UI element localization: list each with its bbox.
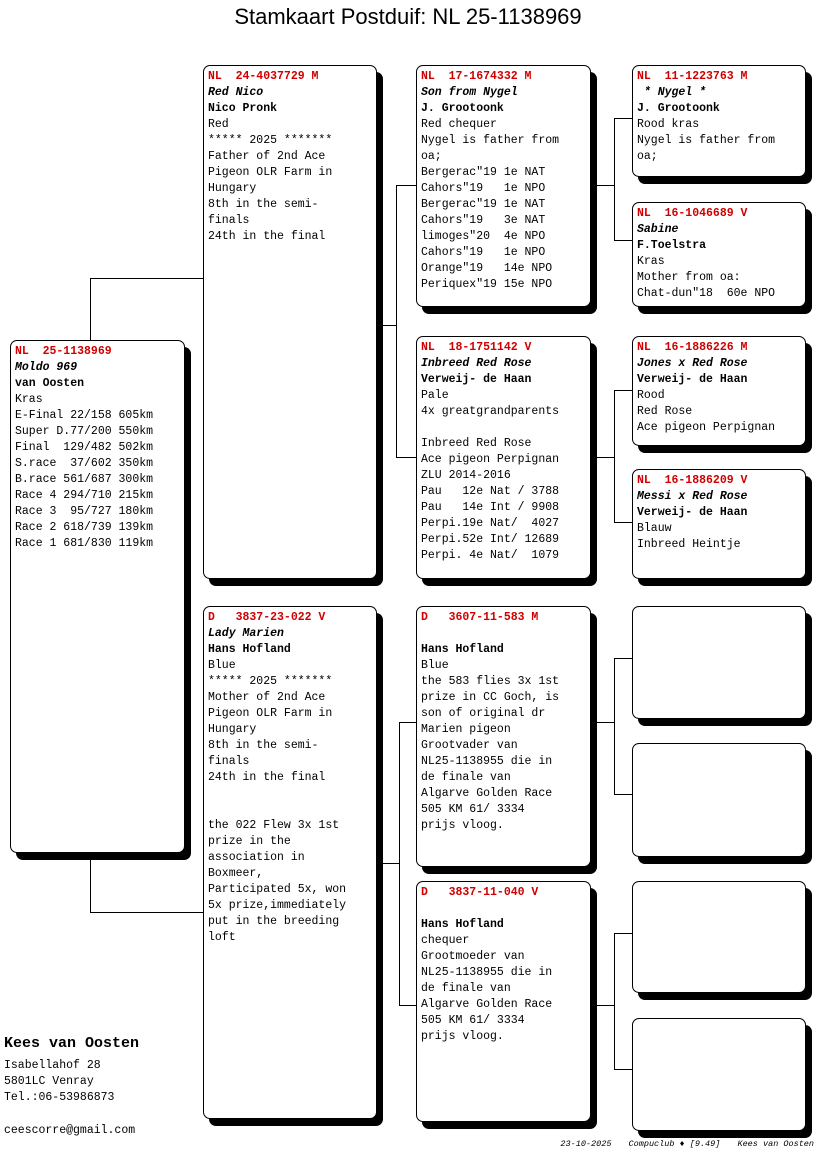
- note-line: Algarve Golden Race: [421, 787, 553, 800]
- note-line: Bergerac"19 1e NAT: [421, 198, 546, 211]
- note-line: Orange"19 14e NPO: [421, 262, 553, 275]
- connector-line: [614, 794, 632, 795]
- ring-number: NL 18-1751142 V: [421, 341, 532, 354]
- note-line: association in: [208, 851, 305, 864]
- connector-line: [590, 722, 614, 723]
- note-line: 24th in the final: [208, 230, 326, 243]
- ring-number: NL 11-1223763 M: [637, 70, 748, 83]
- note-line: ZLU 2014-2016: [421, 469, 511, 482]
- note-line: 505 KM 61/ 3334: [421, 1014, 525, 1027]
- note-line: Pigeon OLR Farm in: [208, 166, 333, 179]
- note-line: loft: [208, 931, 236, 944]
- ring-number: D 3837-11-040 V: [421, 886, 539, 899]
- note-line: Nygel is father from: [421, 134, 560, 147]
- pigeon-owner: van Oosten: [15, 377, 85, 390]
- connector-line: [614, 240, 632, 241]
- note-line: Chat-dun"18 60e NPO: [637, 287, 776, 300]
- note-line: Marien pigeon: [421, 723, 511, 736]
- note-line: Red chequer: [421, 118, 497, 131]
- note-line: prijs vloog.: [421, 1030, 504, 1043]
- note-line: Red: [208, 118, 229, 131]
- note-line: Mother of 2nd Ace: [208, 691, 326, 704]
- connector-line: [396, 185, 397, 458]
- connector-line: [590, 457, 614, 458]
- pigeon-owner: Hans Hofland: [421, 643, 504, 656]
- ring-number: D 3607-11-583 M: [421, 611, 539, 624]
- note-line: Father of 2nd Ace: [208, 150, 326, 163]
- pigeon-owner: Verweij- de Haan: [637, 373, 748, 386]
- note-line: Ace pigeon Perpignan: [637, 421, 776, 434]
- footer-date: 23-10-2025: [560, 1139, 612, 1149]
- note-line: Hungary: [208, 182, 257, 195]
- connector-line: [614, 933, 632, 934]
- note-line: Blue: [208, 659, 236, 672]
- note-line: Periquex"19 15e NPO: [421, 278, 553, 291]
- note-line: Race 1 681/830 119km: [15, 537, 154, 550]
- note-line: Mother from oa:: [637, 271, 741, 284]
- connector-line: [614, 933, 615, 1070]
- note-line: [421, 420, 586, 436]
- breeder-phone: Tel.:06-53986873: [4, 1091, 115, 1104]
- pigeon-name: Son from Nygel: [421, 86, 518, 99]
- connector-line: [90, 278, 91, 340]
- pigeon-owner: J. Grootoonk: [421, 102, 504, 115]
- note-line: chequer: [421, 934, 470, 947]
- pigeon-name: Lady Marien: [208, 627, 284, 640]
- note-line: [208, 802, 372, 818]
- connector-line: [614, 522, 632, 523]
- note-line: Kras: [15, 393, 43, 406]
- connector-line: [590, 1005, 614, 1006]
- note-line: Inbreed Heintje: [637, 538, 741, 551]
- breeder-info: [4, 1034, 139, 1106]
- note-line: Cahors"19 1e NPO: [421, 182, 546, 195]
- pigeon-card-sd[interactable]: [416, 336, 591, 579]
- pigeon-card-dam[interactable]: [203, 606, 377, 1119]
- footer-software: Compuclub ♦ [9.49]: [628, 1139, 721, 1149]
- connector-line: [614, 390, 615, 523]
- note-line: Hungary: [208, 723, 257, 736]
- note-line: Kras: [637, 255, 665, 268]
- ring-number: NL 25-1138969: [15, 345, 112, 358]
- note-line: E-Final 22/158 605km: [15, 409, 154, 422]
- note-line: 8th in the semi-: [208, 198, 319, 211]
- note-line: Race 3 95/727 180km: [15, 505, 154, 518]
- connector-line: [396, 185, 416, 186]
- connector-line: [90, 852, 91, 913]
- connector-line: [590, 185, 614, 186]
- note-line: NL25-1138955 die in: [421, 966, 553, 979]
- note-line: Perpi.52e Int/ 12689: [421, 533, 560, 546]
- pigeon-owner: J. Grootoonk: [637, 102, 720, 115]
- note-line: Cahors"19 3e NAT: [421, 214, 546, 227]
- pigeon-name: Red Nico: [208, 86, 264, 99]
- note-line: 4x greatgrandparents: [421, 405, 560, 418]
- connector-line: [614, 390, 632, 391]
- pigeon-owner: Verweij- de Haan: [421, 373, 532, 386]
- note-line: Pau 12e Nat / 3788: [421, 485, 560, 498]
- note-line: Super D.77/200 550km: [15, 425, 154, 438]
- note-line: [208, 786, 372, 802]
- note-line: B.race 561/687 300km: [15, 473, 154, 486]
- connector-line: [614, 1069, 632, 1070]
- ring-number: NL 17-1674332 M: [421, 70, 532, 83]
- breeder-email: ceescorre@gmail.com: [4, 1124, 136, 1137]
- pigeon-card-ddd[interactable]: [632, 1018, 806, 1131]
- ring-number: NL 16-1886226 M: [637, 341, 748, 354]
- pigeon-card-dds[interactable]: [632, 881, 806, 993]
- pigeon-owner: Hans Hofland: [208, 643, 291, 656]
- pigeon-card-sss[interactable]: [632, 65, 806, 177]
- note-line: 8th in the semi-: [208, 739, 319, 752]
- note-line: Algarve Golden Race: [421, 998, 553, 1011]
- pigeon-owner: Nico Pronk: [208, 102, 278, 115]
- pigeon-name: Moldo 969: [15, 361, 78, 374]
- pigeon-owner: Hans Hofland: [421, 918, 504, 931]
- note-line: Rood: [637, 389, 665, 402]
- note-line: Nygel is father from: [637, 134, 776, 147]
- note-line: oa;: [421, 150, 442, 163]
- pigeon-card-sds[interactable]: [632, 336, 806, 446]
- connector-line: [90, 278, 203, 279]
- pigeon-name: Inbreed Red Rose: [421, 357, 532, 370]
- pigeon-card-dss[interactable]: [632, 606, 806, 719]
- note-line: 505 KM 61/ 3334: [421, 803, 525, 816]
- note-line: oa;: [637, 150, 658, 163]
- note-line: de finale van: [421, 771, 511, 784]
- note-line: Participated 5x, won: [208, 883, 347, 896]
- connector-line: [399, 1005, 416, 1006]
- connector-line: [399, 722, 400, 1006]
- footer-owner: Kees van Oosten: [737, 1139, 814, 1149]
- note-line: Blue: [421, 659, 449, 672]
- pigeon-name: Jones x Red Rose: [637, 357, 748, 370]
- note-line: Rood kras: [637, 118, 700, 131]
- note-line: put in the breeding: [208, 915, 340, 928]
- connector-line: [90, 912, 203, 913]
- pigeon-card-dd[interactable]: [416, 881, 591, 1122]
- note-line: Final 129/482 502km: [15, 441, 154, 454]
- note-line: Grootmoeder van: [421, 950, 525, 963]
- pigeon-card-ds[interactable]: [416, 606, 591, 867]
- pigeon-card-sire[interactable]: [203, 65, 377, 579]
- note-line: finals: [208, 214, 250, 227]
- ring-number: NL 16-1886209 V: [637, 474, 748, 487]
- note-line: prijs vloog.: [421, 819, 504, 832]
- pigeon-name: Messi x Red Rose: [637, 490, 748, 503]
- connector-line: [614, 118, 615, 241]
- note-line: Inbreed Red Rose: [421, 437, 532, 450]
- ring-number: D 3837-23-022 V: [208, 611, 326, 624]
- note-line: Bergerac"19 1e NAT: [421, 166, 546, 179]
- note-line: Boxmeer,: [208, 867, 264, 880]
- connector-line: [399, 722, 416, 723]
- note-line: Race 2 618/739 139km: [15, 521, 154, 534]
- pigeon-name: Sabine: [637, 223, 679, 236]
- pigeon-owner: F.Toelstra: [637, 239, 707, 252]
- connector-line: [396, 457, 416, 458]
- pigeon-card-sdd[interactable]: [632, 469, 806, 579]
- note-line: prize in the: [208, 835, 291, 848]
- note-line: Pigeon OLR Farm in: [208, 707, 333, 720]
- note-line: Cahors"19 1e NPO: [421, 246, 546, 259]
- note-line: S.race 37/602 350km: [15, 457, 154, 470]
- note-line: Perpi. 4e Nat/ 1079: [421, 549, 560, 562]
- pigeon-card-ss[interactable]: [416, 65, 591, 307]
- note-line: Pale: [421, 389, 449, 402]
- ring-number: NL 24-4037729 M: [208, 70, 319, 83]
- pigeon-name: [421, 626, 586, 642]
- note-line: NL25-1138955 die in: [421, 755, 553, 768]
- note-line: Pau 14e Int / 9908: [421, 501, 560, 514]
- breeder-name: Kees van Oosten: [4, 1035, 140, 1052]
- note-line: Ace pigeon Perpignan: [421, 453, 560, 466]
- note-line: 24th in the final: [208, 771, 326, 784]
- ring-number: NL 16-1046689 V: [637, 207, 748, 220]
- connector-line: [614, 658, 632, 659]
- note-line: Red Rose: [637, 405, 693, 418]
- connector-line: [614, 118, 632, 119]
- pigeon-name: [421, 901, 586, 917]
- pigeon-name: * Nygel *: [637, 86, 707, 99]
- pigeon-card-ssd[interactable]: [632, 202, 806, 307]
- note-line: ***** 2025 *******: [208, 134, 333, 147]
- footer: [548, 1139, 814, 1149]
- pigeon-card-dsd[interactable]: [632, 743, 806, 857]
- note-line: Grootvader van: [421, 739, 518, 752]
- note-line: prize in CC Goch, is: [421, 691, 560, 704]
- pigeon-owner: Verweij- de Haan: [637, 506, 748, 519]
- note-line: 5x prize,immediately: [208, 899, 347, 912]
- breeder-address: Isabellahof 28: [4, 1059, 101, 1072]
- note-line: the 583 flies 3x 1st: [421, 675, 560, 688]
- note-line: limoges"20 4e NPO: [421, 230, 546, 243]
- connector-line: [376, 325, 396, 326]
- note-line: finals: [208, 755, 250, 768]
- breeder-city: 5801LC Venray: [4, 1075, 94, 1088]
- connector-line: [376, 863, 399, 864]
- pigeon-card-subject[interactable]: [10, 340, 185, 853]
- note-line: Blauw: [637, 522, 672, 535]
- note-line: son of original dr: [421, 707, 546, 720]
- note-line: Perpi.19e Nat/ 4027: [421, 517, 560, 530]
- connector-line: [614, 658, 615, 795]
- note-line: ***** 2025 *******: [208, 675, 333, 688]
- page-title: Stamkaart Postduif: NL 25-1138969: [234, 4, 582, 29]
- note-line: the 022 Flew 3x 1st: [208, 819, 340, 832]
- note-line: de finale van: [421, 982, 511, 995]
- note-line: Race 4 294/710 215km: [15, 489, 154, 502]
